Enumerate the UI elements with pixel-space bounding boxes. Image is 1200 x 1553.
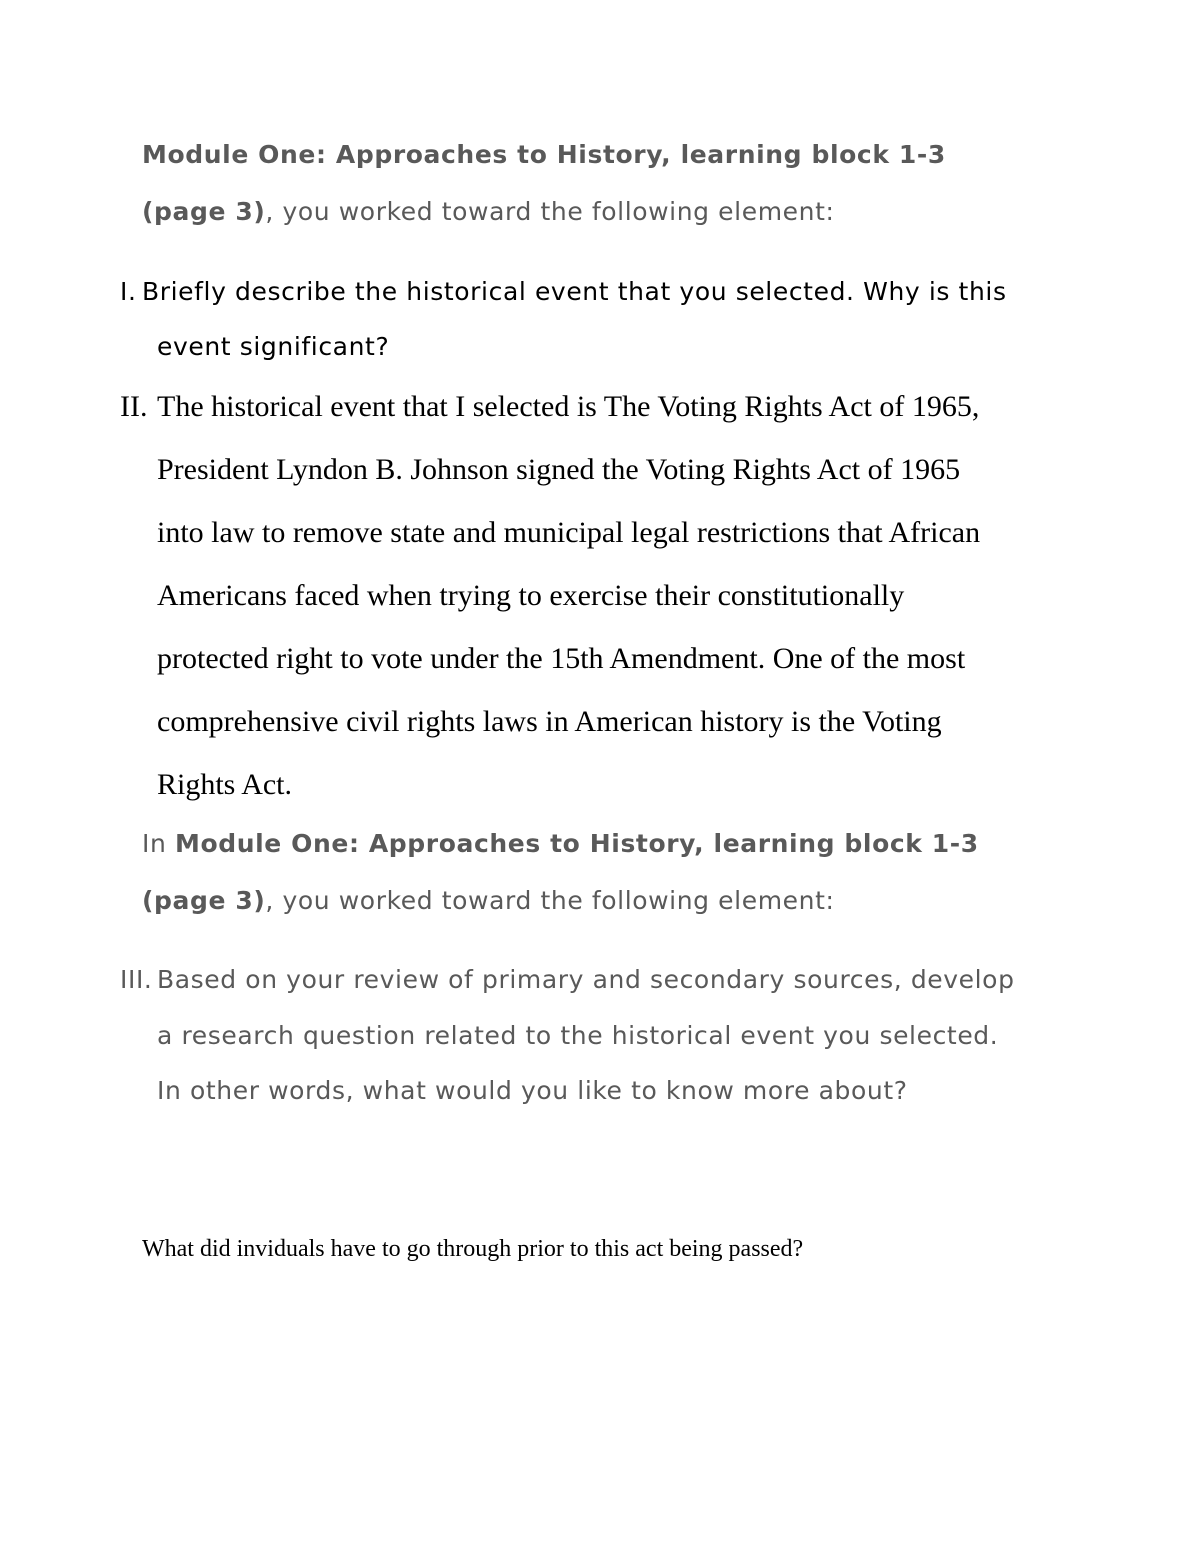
item2-line: Rights Act. [157, 768, 293, 801]
item2-line: Americans faced when trying to exercise their constitutionally [157, 579, 905, 612]
intro1-heading: Module One: Approaches to History, learning block 1-3 [142, 140, 946, 169]
intro2-second-line [142, 886, 835, 915]
item1-line1: Briefly describe the historical event that you selected. Why is this [142, 277, 1007, 306]
intro1-rest: , you worked toward the following element: [265, 197, 835, 226]
item2-line: comprehensive civil rights laws in American history is the Voting [157, 705, 942, 738]
item3-line: a research question related to the historical event you selected. [157, 1021, 999, 1050]
intro1-second-line [142, 197, 835, 226]
item1-marker: I. [120, 277, 137, 306]
item3-line: Based on your review of primary and secondary sources, develop [157, 965, 1015, 994]
item3-marker: III. [120, 965, 153, 994]
intro2-prefix: In [142, 829, 175, 858]
item1-line2: event significant? [157, 332, 390, 361]
item2-line: President Lyndon B. Johnson signed the Voting Rights Act of 1965 [157, 453, 961, 486]
intro2-page-ref: (page 3) [142, 886, 266, 915]
intro2-heading: Module One: Approaches to History, learning block 1-3 [174, 829, 979, 858]
item2-marker: II. [120, 390, 148, 423]
item2-line: protected right to vote under the 15th Amendment. One of the most [157, 642, 966, 675]
item2-line: into law to remove state and municipal legal restrictions that African [157, 516, 981, 549]
item3-line: In other words, what would you like to know more about? [157, 1076, 908, 1105]
intro1-page-ref: (page 3) [142, 197, 266, 226]
item2-line: The historical event that I selected is The Voting Rights Act of 1965, [157, 390, 980, 423]
research-question: What did inviduals have to go through prior to this act being passed? [142, 1236, 804, 1262]
intro2-first-line [142, 829, 979, 858]
intro2-rest: , you worked toward the following element: [265, 886, 835, 915]
